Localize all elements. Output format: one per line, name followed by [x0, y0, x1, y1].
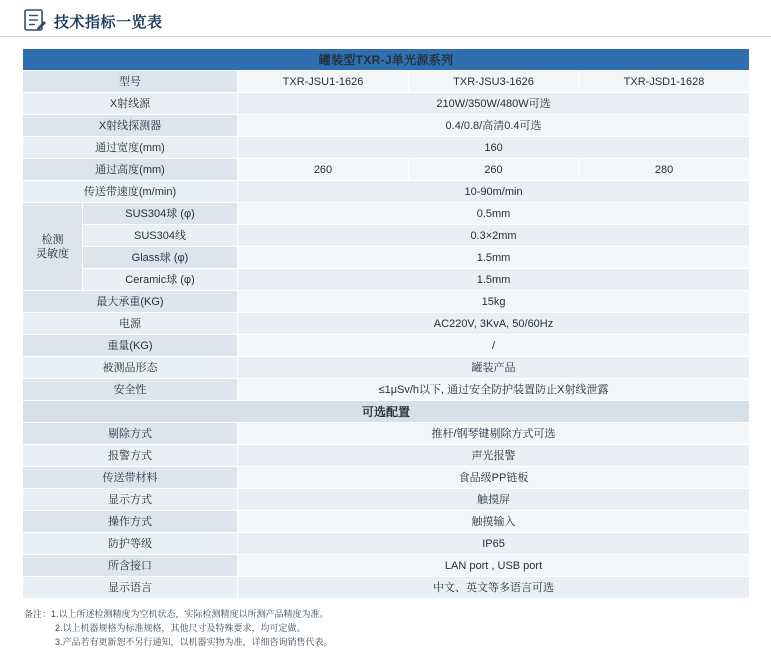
table-row	[23, 445, 750, 467]
row-label: 安全性	[23, 379, 238, 401]
section-title: 可选配置	[23, 401, 750, 423]
table-row	[23, 137, 750, 159]
table-row	[23, 555, 750, 577]
row-label: 显示语言	[23, 577, 238, 599]
table-row	[23, 335, 750, 357]
table-row	[23, 71, 750, 93]
table-title-row	[23, 49, 750, 71]
row-value: 260	[238, 159, 409, 181]
row-label: 通过宽度(mm)	[23, 137, 238, 159]
table-row	[23, 269, 750, 291]
row-value: TXR-JSU3-1626	[409, 71, 579, 93]
row-value: 中文、英文等多语言可选	[238, 577, 750, 599]
sensitivity-group-line1: 检测	[41, 233, 64, 246]
note-line	[24, 607, 749, 621]
row-label: SUS304球 (φ)	[83, 203, 238, 225]
row-label: Ceramic球 (φ)	[83, 269, 238, 291]
note-text: 2.以上机器规格为标准规格，其他尺寸及特殊要求，均可定做。	[55, 623, 306, 633]
row-value: 0.3×2mm	[238, 225, 750, 247]
spec-table-wrap	[0, 42, 771, 599]
sensitivity-group-line2: 灵敏度	[36, 247, 69, 260]
table-row	[23, 247, 750, 269]
row-value: 10-90m/min	[238, 181, 750, 203]
row-value: ≤1μSv/h以下, 通过安全防护装置防止X射线泄露	[238, 379, 750, 401]
row-label: 传送带材料	[23, 467, 238, 489]
table-row	[23, 423, 750, 445]
page-title: 技术指标一览表	[54, 13, 163, 31]
row-value: 15kg	[238, 291, 750, 313]
row-label: 剔除方式	[23, 423, 238, 445]
row-value: 0.4/0.8/高清0.4可选	[238, 115, 750, 137]
row-label: 所含接口	[23, 555, 238, 577]
table-row	[23, 115, 750, 137]
row-value: TXR-JSD1-1628	[579, 71, 750, 93]
row-value: 0.5mm	[238, 203, 750, 225]
table-row	[23, 203, 750, 225]
spec-table	[22, 48, 750, 599]
section-header-row	[23, 401, 750, 423]
table-row	[23, 93, 750, 115]
row-label: 显示方式	[23, 489, 238, 511]
row-label: 重量(KG)	[23, 335, 238, 357]
row-label: 被测品形态	[23, 357, 238, 379]
note-text: 3.产品若有更新恕不另行通知，以机器实物为准，详细咨询销售代表。	[55, 637, 333, 647]
row-label: X射线探测器	[23, 115, 238, 137]
row-label: 传送带速度(m/min)	[23, 181, 238, 203]
table-row	[23, 181, 750, 203]
table-row	[23, 225, 750, 247]
note-line	[24, 635, 749, 649]
row-value: 210W/350W/480W可选	[238, 93, 750, 115]
row-label: 报警方式	[23, 445, 238, 467]
row-label: 电源	[23, 313, 238, 335]
row-value: 食品级PP链板	[238, 467, 750, 489]
row-label: 防护等级	[23, 533, 238, 555]
header-divider	[0, 36, 771, 37]
row-label: Glass球 (φ)	[83, 247, 238, 269]
table-row	[23, 379, 750, 401]
row-value: 1.5mm	[238, 247, 750, 269]
row-label: 型号	[23, 71, 238, 93]
row-value: 280	[579, 159, 750, 181]
row-value: TXR-JSU1-1626	[238, 71, 409, 93]
table-row	[23, 577, 750, 599]
row-label: 操作方式	[23, 511, 238, 533]
table-row	[23, 313, 750, 335]
row-value: 触摸屏	[238, 489, 750, 511]
row-value: 罐装产品	[238, 357, 750, 379]
row-value: 1.5mm	[238, 269, 750, 291]
table-row	[23, 467, 750, 489]
row-label: SUS304线	[83, 225, 238, 247]
notes-block	[0, 599, 771, 649]
row-value: 160	[238, 137, 750, 159]
row-label: 通过高度(mm)	[23, 159, 238, 181]
row-value: LAN port , USB port	[238, 555, 750, 577]
table-row	[23, 533, 750, 555]
table-row	[23, 489, 750, 511]
row-label: X射线源	[23, 93, 238, 115]
row-value: IP65	[238, 533, 750, 555]
table-row	[23, 159, 750, 181]
document-list-icon	[24, 9, 46, 33]
row-value: AC220V, 3KvA, 50/60Hz	[238, 313, 750, 335]
note-line	[24, 621, 749, 635]
table-title: 罐装型TXR-J单光源系列	[23, 49, 750, 71]
row-value: 260	[409, 159, 579, 181]
note-text: 1.以上所述检测精度为空机状态，实际检测精度以所测产品精度为准。	[51, 609, 329, 619]
row-value: 触摸输入	[238, 511, 750, 533]
row-value: 推杆/钢琴键剔除方式可选	[238, 423, 750, 445]
table-row	[23, 511, 750, 533]
row-value: /	[238, 335, 750, 357]
row-label: 最大承重(KG)	[23, 291, 238, 313]
row-value: 声光报警	[238, 445, 750, 467]
table-row	[23, 357, 750, 379]
sensitivity-group-label	[23, 203, 83, 291]
notes-prefix: 备注：	[24, 609, 52, 619]
table-row	[23, 291, 750, 313]
